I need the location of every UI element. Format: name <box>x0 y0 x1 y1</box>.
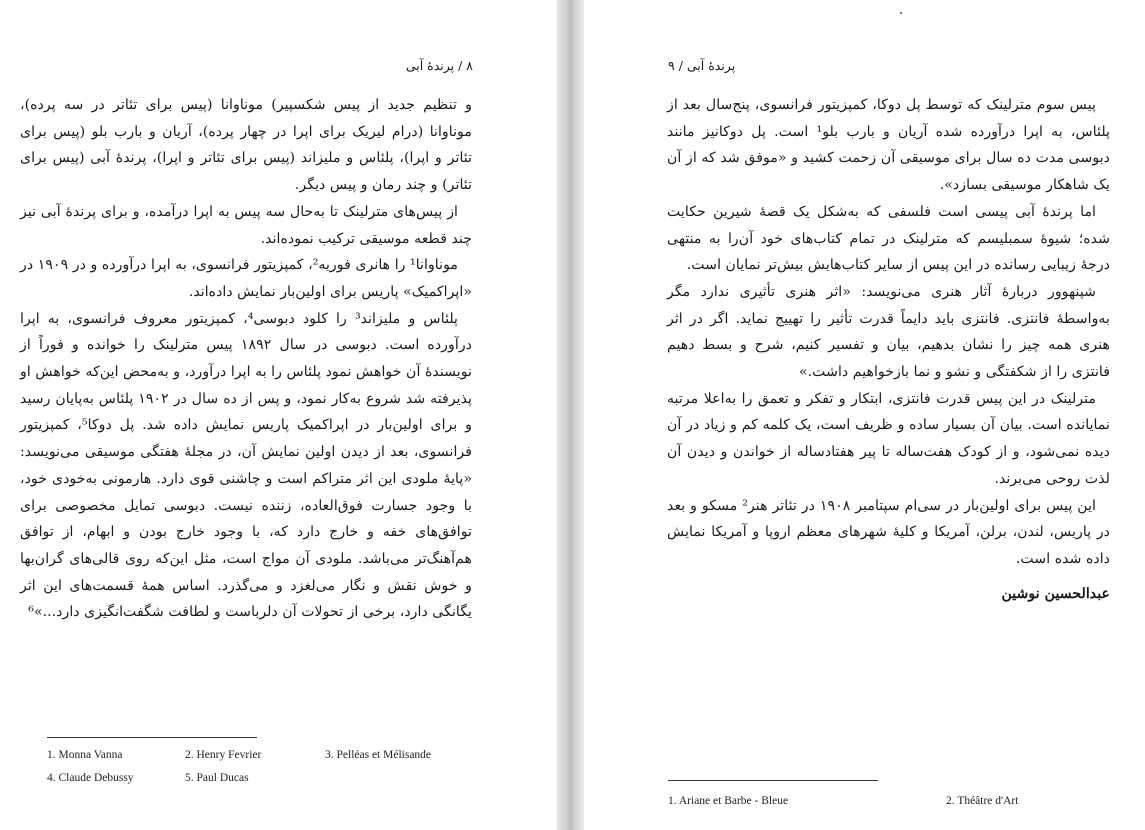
right-page-header: پرندهٔ آبی / ۹ <box>668 58 736 73</box>
footnote-5: 5. Paul Ducas <box>185 772 249 784</box>
footnote-4: 4. Claude Debussy <box>47 772 134 784</box>
right-footnote-divider <box>668 780 878 781</box>
left-paragraph-3: موناوانا¹ را هانری فوریه²، کمپزیتور فرانسوی، به اپرا درآورده و در ۱۹۰۹ در «اپراکمیک» پاریس برای اولین‌بار نمایش داده‌اند. <box>20 257 472 300</box>
right-paragraph-1: پیس سوم مترلینک که توسط پل دوکا، کمپزیتور فرانسوی، پنج‌سال بعد از پلئاس، به اپرا درآورده شده آریان و بارب بلو¹ است. پل دوکانیز مانند دبوسی مدت ده سال برای موسیقی آن زحمت کشید و «موفق شد که از آن یک شاهکار موسیقی بسازد». <box>667 97 1111 194</box>
footnote-right-2: 2. Théâtre d'Art <box>946 795 1019 807</box>
footnote-right-1: 1. Ariane et Barbe - Bleue <box>668 795 789 807</box>
left-paragraph-1: و تنظیم جدید از پیس شکسپیر) موناوانا (پیس برای تئاتر در سه پرده)، موناوانا (درام لیریک برای اپرا در چهار پرده)، آریان و بارب بلو (پیس برای تئاتر و اپرا)، پلئاس و ملیزاند (پیس برای تئاتر و اپرا)، پرندهٔ آبی (پیس برای تئاتر) و چند رمان و پیس دیگر. <box>20 97 472 194</box>
left-page <box>0 0 557 830</box>
footnote-1: 1. Monna Vanna <box>47 749 123 761</box>
footnote-2: 2. Henry Fevrier <box>185 749 262 761</box>
right-page-body <box>667 92 1110 607</box>
left-footnote-divider <box>47 737 257 738</box>
right-paragraph-5: این پیس برای اولین‌بار در سی‌ام سپتامبر ۱۹۰۸ در تئاتر هنر² مسکو و بعد در پاریس، لندن، برلن، آمریکا و کلیهٔ شهرهای معظم اروپا و آمریکا نمایش داده شده است. <box>667 497 1110 567</box>
right-page <box>584 0 1145 830</box>
right-paragraph-3: شپنهوور دربارهٔ آثار هنری می‌نویسد: «اثر هنری تأثیری ندارد مگر به‌واسطهٔ فانتزی. فانتزی باید دایماً قدرت تأثیر را تهییج نماید. اگر در اثر هنری همه چیز را نشان بدهیم، بیان و تفسیر کنیم، شرح و بسط دهیم فانتزی را از شکفتگی و نشو و نما بازخواهیم داشت.» <box>667 283 1110 381</box>
left-paragraph-4: پلئاس و ملیزاند³ را کلود دبوسی⁴، کمپزیتور معروف فرانسوی، به اپرا درآورده است. دبوسی در سال ۱۸۹۲ پیس مترلینک را خوانده و فوراً از نویسندهٔ آن خواهش نمود پلئاس را به اپرا درآورد، و به‌محض این‌که خواهش او پذیرفته شد شروع به‌کار نمود، و پس از ده سال در ۱۹۰۲ پلئاس به‌پایان رسید و برای اولین‌بار در اپراکمیک پاریس نمایش داده شد. پل دوکا⁵، کمپزیتور فرانسوی، بعد از دیدن اولین نمایش آن، در مجلهٔ هفتگی موسیقی می‌نویسد: «پایهٔ ملودی این اثر متراکم است و چاشنی قوی دارد. هارمونی به‌خودی خود، با وجود جسارت فوق‌العاده، زننده نیست. دبوسی تمایل مخصوصی برای توافق‌های خفه و خارج دارد که، با وجود خارج بودن و ابهام، از توافق هم‌آهنگ‌تر می‌باشد. ملودی آن مواج است، مثل این‌که روی قالی‌های گران‌بها و خوش نقش و نگار می‌لغزد و می‌گذرد. اساس همهٔ قسمت‌های این اثر یگانگی دارد، برخی از تحولات آن دلرباست و لطافت شگفت‌انگیزی دارد...»⁶ <box>20 310 472 621</box>
right-paragraph-2: اما پرندهٔ آبی پیسی است فلسفی که به‌شکل یک قصهٔ شیرین حکایت شده؛ شیوهٔ سمبلیسم که مترلینک در تمام کتاب‌های خود آن‌را به منتهی درجهٔ زیبایی رسانده در این پیس از سایر کتاب‌هایش بیش‌تر نمایان است. <box>667 203 1110 274</box>
left-page-body <box>20 92 472 626</box>
left-page-header: ۸ / پرندهٔ آبی <box>405 58 473 73</box>
book-gutter <box>557 0 584 830</box>
scan-dot <box>900 12 902 14</box>
footnote-3: 3. Pelléas et Mélisande <box>325 749 432 761</box>
left-paragraph-2: از پیس‌های مترلینک تا به‌حال سه پیس به اپرا درآمده، و برای پرندهٔ آبی نیز چند قطعه موسیقی ترکیب نموده‌اند. <box>20 203 472 247</box>
author-signature: عبدالحسین نوشین <box>1001 585 1110 602</box>
right-paragraph-4: مترلینک در این پیس قدرت فانتزی، ابتکار و تفکر و تعمق را به‌اعلا مرتبه نمایانده است. بیان آن بسیار ساده و ظریف است، یک کلمه کم و زیاد در آن دیده نمی‌شود، و از کودک هفت‌ساله تا پیر هفتادساله از خواندن و دیدن آن لذت روحی می‌برند. <box>667 390 1110 487</box>
